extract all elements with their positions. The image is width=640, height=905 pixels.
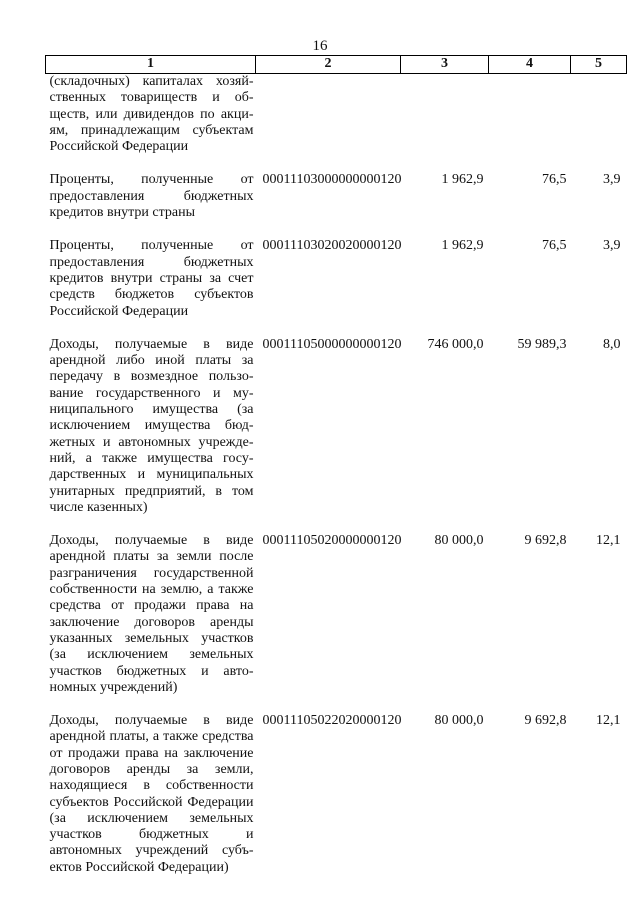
header-col-2: 2 <box>256 56 401 74</box>
row-name: Проценты, полученные от предоставления бюджетных кредитов внутри страны <box>49 172 254 221</box>
row-col5-value: 12,1 <box>596 713 621 729</box>
row-col5-value: 8,0 <box>603 336 621 352</box>
table-header-row <box>46 56 627 74</box>
header-col-3: 3 <box>401 56 489 74</box>
header-col-1: 1 <box>46 56 256 74</box>
row-name: Доходы, получаемые в виде арендной платы, а также средства от продажи права на заключение договоров аренды за земли, находящиеся в собственности субъектов Российской Федерации (за исключением земельных участков бюджетных и автономных учреждений субъектов Российской Федерации) <box>49 713 254 875</box>
row-name: Доходы, получаемые в виде арендной платы за земли после разграничения государственной собственности на землю, а также средства от продажи права на заключение договоров аренды указанных земельных участков (за исключением земельных участков бюджетных и автономных учреждений) <box>49 533 254 695</box>
row-code: 00011105020000000120 <box>262 533 402 549</box>
row-code: 00011105000000000120 <box>262 336 402 352</box>
table-row <box>46 533 627 713</box>
row-col3-value <box>401 74 489 173</box>
table-row <box>46 337 627 533</box>
row-col3-value: 80 000,0 <box>434 713 484 729</box>
row-name: Проценты, полученные от предоставления бюджетных кредитов внутри страны за счет средств бюджетов субъектов Российской Федерации <box>49 238 254 319</box>
row-col4-value: 9 692,8 <box>524 713 567 729</box>
row-col3-value: 1 962,9 <box>441 172 484 188</box>
row-name: (складочных) капиталах хозяйственных товариществ и обществ, или дивидендов по акциям, принадлежащим субъектам Российской Федерации <box>49 74 254 155</box>
budget-table <box>45 55 627 893</box>
row-code: 00011103020020000120 <box>262 238 402 254</box>
row-col3-value: 1 962,9 <box>441 238 484 254</box>
row-col4-value: 76,5 <box>542 238 567 254</box>
page-number: 16 <box>312 38 328 54</box>
row-code: 00011103000000000120 <box>262 172 402 188</box>
header-col-4: 4 <box>489 56 571 74</box>
row-col5-value: 12,1 <box>596 533 621 549</box>
table-row <box>46 713 627 893</box>
row-col4-value <box>489 74 571 173</box>
row-name: Доходы, получаемые в виде арендной либо иной платы за передачу в возмездное пользование государственного и муниципального имущества (за исключением имущества бюджетных и автономных учреждений, а также имущества государственных и муниципальных унитарных предприятий, в том числе казенных) <box>49 336 254 515</box>
row-code: 00011105022020000120 <box>262 713 402 729</box>
row-col3-value: 80 000,0 <box>434 533 484 549</box>
row-col4-value: 59 989,3 <box>517 336 567 352</box>
row-code <box>256 74 401 173</box>
table-row <box>46 238 627 336</box>
table-row <box>46 172 627 238</box>
table-row <box>46 74 627 173</box>
header-col-5: 5 <box>571 56 627 74</box>
row-col3-value: 746 000,0 <box>427 336 484 352</box>
row-col5-value: 3,9 <box>603 238 621 254</box>
row-col4-value: 9 692,8 <box>524 533 567 549</box>
row-col5-value: 3,9 <box>603 172 621 188</box>
row-col4-value: 76,5 <box>542 172 567 188</box>
row-col5-value <box>571 74 627 173</box>
